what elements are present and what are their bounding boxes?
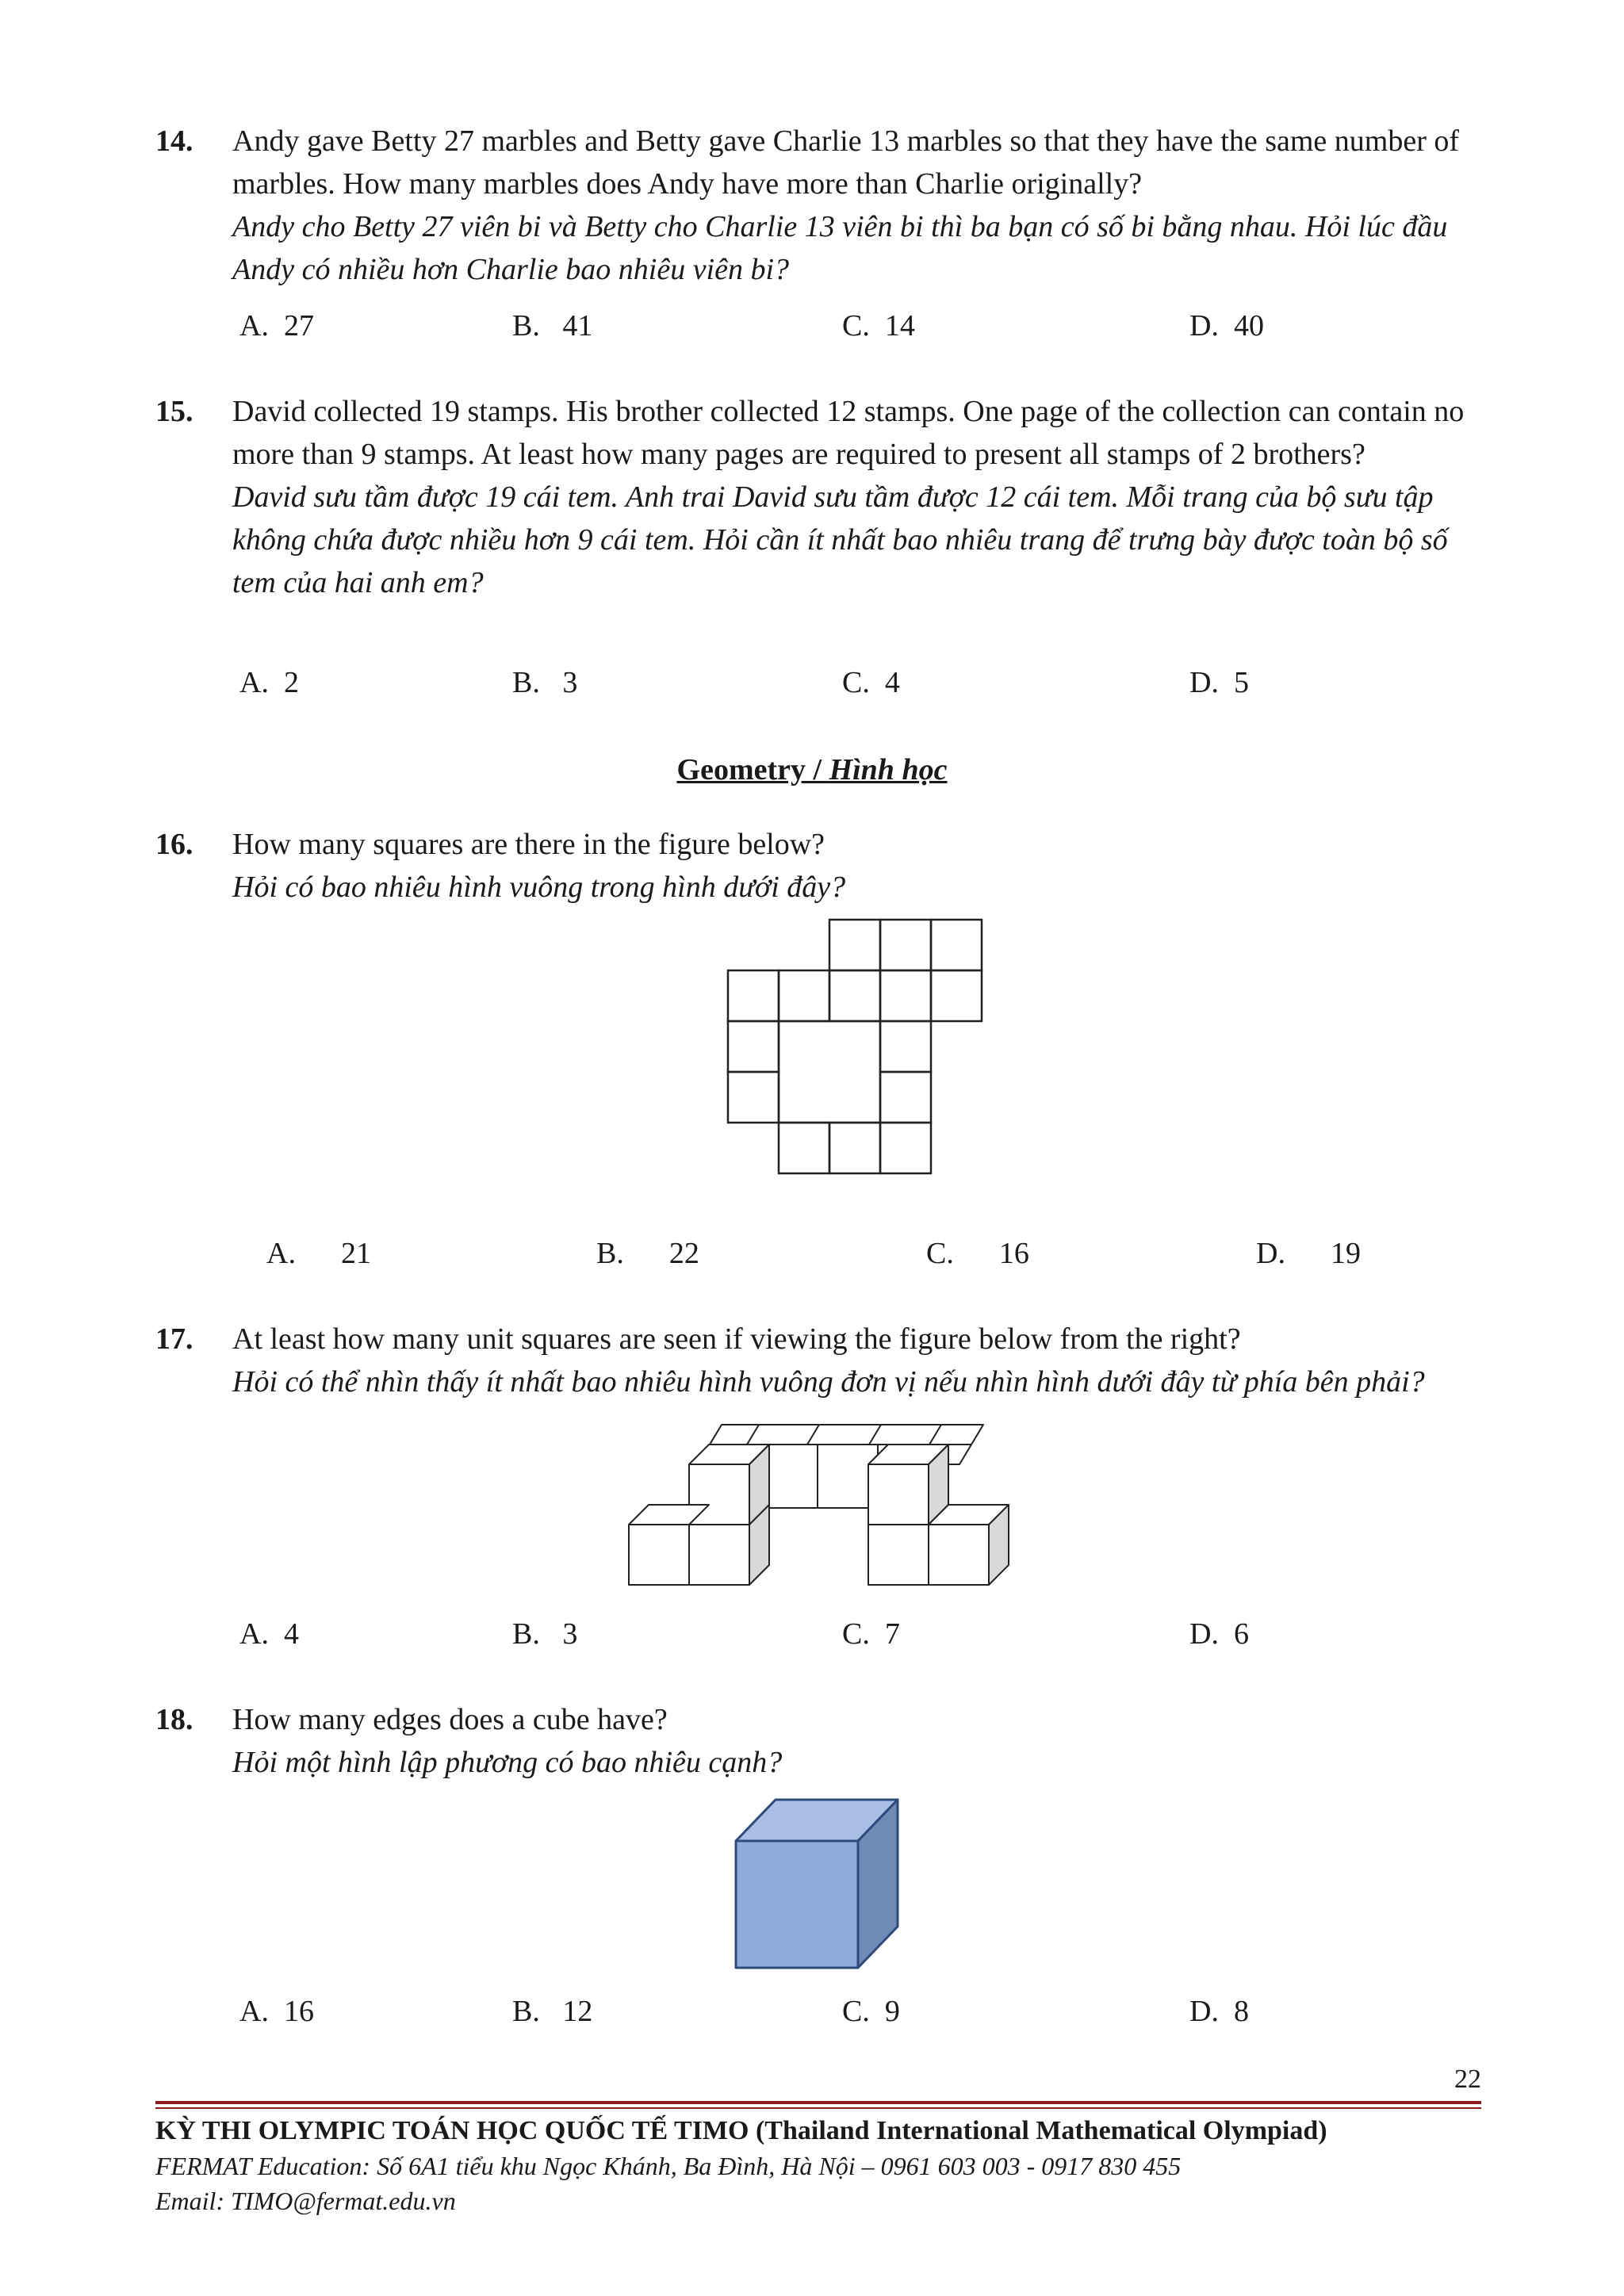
- section-title-vietnamese: Hình học: [829, 753, 948, 786]
- question-18-option-d: D. 8: [1189, 1995, 1249, 2028]
- question-16-english: How many squares are there in the figure below?: [232, 828, 825, 861]
- question-14-number: 14.: [155, 124, 193, 158]
- question-18-option-b: B. 12: [512, 1995, 593, 2028]
- question-18-option-a: A. 16: [239, 1995, 314, 2028]
- cube-front-face: [736, 1841, 858, 1968]
- square-cell: [779, 970, 829, 1021]
- question-15-option-d: D. 5: [1189, 666, 1249, 699]
- square-cell: [829, 970, 880, 1021]
- square-cell: [779, 1123, 829, 1173]
- question-15-option-c: C. 4: [842, 666, 900, 699]
- question-14-vietnamese: Andy cho Betty 27 viên bi và Betty cho Charlie 13 viên bi thì ba bạn có số bi bằng nhau. Hỏi lúc đầu Andy có nhiều hơn Charlie bao nhiêu viên bi?: [232, 210, 1448, 286]
- question-14-option-d: D. 40: [1189, 309, 1264, 342]
- square-cell: [728, 1072, 779, 1123]
- square-cell: [880, 1072, 931, 1123]
- square-cell: [880, 920, 931, 970]
- question-14-option-a: A. 27: [239, 309, 314, 342]
- question-15-vietnamese: David sưu tầm được 19 cái tem. Anh trai David sưu tầm được 12 cái tem. Mỗi trang của bộ sưu tập không chứa được nhiều hơn 9 cái tem. Hỏi cần ít nhất bao nhiêu trang để trưng bày được toàn bộ số tem của hai anh em?: [232, 480, 1448, 599]
- question-18-text: [232, 1698, 1485, 1784]
- question-16-vietnamese: Hỏi có bao nhiêu hình vuông trong hình dưới đây?: [232, 871, 846, 904]
- question-16-text: [232, 823, 1485, 909]
- square-cell: [880, 1123, 931, 1173]
- footer-email: Email: TIMO@fermat.edu.vn: [155, 2187, 456, 2215]
- question-15-english: David collected 19 stamps. His brother collected 12 stamps. One page of the collection can contain no more than 9 stamps. At least how many pages are required to present all stamps of 2 brothers?: [232, 395, 1465, 471]
- question-18-number: 18.: [155, 1703, 193, 1736]
- question-18-option-c: C. 9: [842, 1995, 900, 2028]
- question-16-option-d: D. 19: [1256, 1237, 1361, 1270]
- question-18-vietnamese: Hỏi một hình lập phương có bao nhiêu cạnh?: [232, 1746, 783, 1779]
- footer-divider-thin: [155, 2107, 1481, 2109]
- question-17-option-a: A. 4: [239, 1617, 299, 1651]
- square-cell: [829, 920, 880, 970]
- section-title-english: Geometry /: [676, 753, 829, 786]
- question-15-option-b: B. 3: [512, 666, 578, 699]
- footer-address: FERMAT Education: Số 6A1 tiểu khu Ngọc Khánh, Ba Đình, Hà Nội – 0961 603 003 - 0917 830 455: [155, 2152, 1182, 2180]
- section-title: [0, 748, 1624, 791]
- big-square: [779, 1021, 880, 1123]
- square-cell: [728, 970, 779, 1021]
- question-15-option-a: A. 2: [239, 666, 299, 699]
- right-bottom-cube: [929, 1525, 989, 1585]
- question-17-vietnamese: Hỏi có thể nhìn thấy ít nhất bao nhiêu hình vuông đơn vị nếu nhìn hình dưới đây từ phía bên phải?: [232, 1365, 1425, 1399]
- square-cell: [829, 1123, 880, 1173]
- square-cell: [880, 970, 931, 1021]
- question-15-text: [232, 390, 1485, 604]
- question-17-option-b: B. 3: [512, 1617, 578, 1651]
- question-16-option-b: B. 22: [596, 1237, 699, 1270]
- right-bottom-cube: [868, 1525, 929, 1585]
- question-17-number: 17.: [155, 1322, 193, 1356]
- question-17-text: [232, 1318, 1517, 1403]
- question-16-option-c: C. 16: [926, 1237, 1029, 1270]
- footer-title: KỲ THI OLYMPIC TOÁN HỌC QUỐC TẾ TIMO (Thailand International Mathematical Olympiad): [155, 2116, 1327, 2145]
- square-cell: [931, 970, 982, 1021]
- question-14-option-c: C. 14: [842, 309, 915, 342]
- question-18-english: How many edges does a cube have?: [232, 1703, 668, 1736]
- cube-figure: [730, 1793, 904, 1976]
- square-cell: [728, 1021, 779, 1072]
- question-16-number: 16.: [155, 828, 193, 861]
- question-17-english: At least how many unit squares are seen if viewing the figure below from the right?: [232, 1322, 1241, 1356]
- page-number: 22: [1454, 2064, 1481, 2094]
- left-bottom-cube: [689, 1525, 749, 1585]
- square-cell: [880, 1021, 931, 1072]
- square-cell: [931, 920, 982, 970]
- cubes-figure: [622, 1421, 1019, 1587]
- question-14-english: Andy gave Betty 27 marbles and Betty gave Charlie 13 marbles so that they have the same number of marbles. How many marbles does Andy have more than Charlie originally?: [232, 124, 1460, 201]
- question-14-text: [232, 120, 1485, 291]
- question-17-option-d: D. 6: [1189, 1617, 1249, 1651]
- left-bottom-cube: [629, 1525, 689, 1585]
- question-16-option-a: A. 21: [266, 1237, 371, 1270]
- question-15-number: 15.: [155, 395, 193, 428]
- right-pillar-top-cube: [868, 1464, 929, 1525]
- question-14-option-b: B. 41: [512, 309, 593, 342]
- squares-figure: [726, 916, 987, 1181]
- question-17-option-c: C. 7: [842, 1617, 900, 1651]
- footer-divider: [155, 2101, 1481, 2104]
